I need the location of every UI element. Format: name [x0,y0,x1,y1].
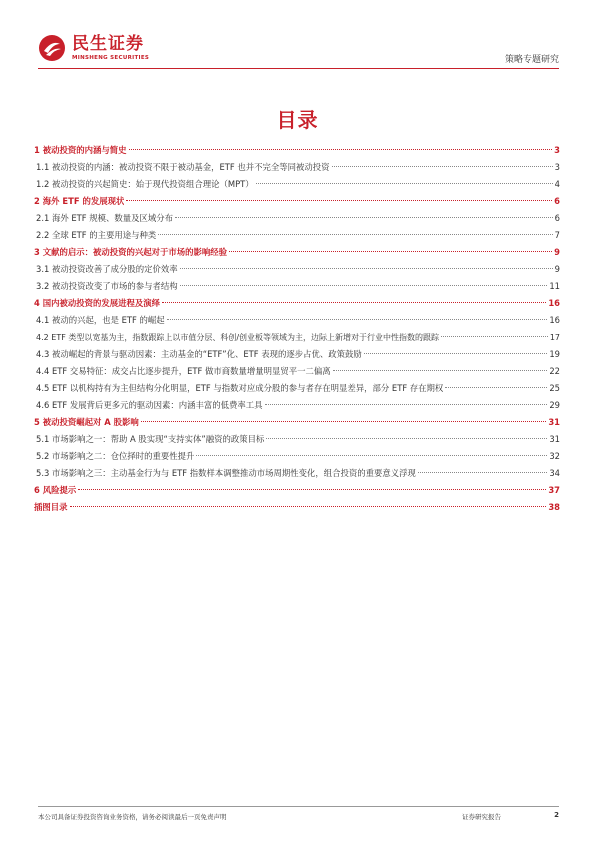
toc-entry-page: 34 [549,468,560,478]
toc-chapter-entry[interactable] [34,244,560,261]
toc-dot-leader [70,506,547,507]
toc-entry-page: 11 [549,281,560,291]
toc-entry-page: 29 [549,400,560,410]
toc-entry-title: 3 文献的启示：被动投资的兴起对于市场的影响经验 [34,247,227,257]
toc-entry-page: 37 [548,485,560,495]
toc-section-entry[interactable] [34,380,560,397]
toc-dot-leader [167,319,548,320]
toc-section-entry[interactable] [34,278,560,295]
toc-entry-title: 2 海外 ETF 的发展现状 [34,196,125,206]
toc-dot-leader [129,149,553,150]
toc-dot-leader [158,234,552,235]
toc-dot-leader [445,387,547,388]
toc-entry-title: 5.1 市场影响之一：帮助 A 股实现“支持实体”融资的政策目标 [36,434,265,444]
toc-entry-title: 1.2 被动投资的兴起简史：始于现代投资组合理论（MPT） [36,179,254,189]
report-type-label: 策略专题研究 [504,55,559,65]
toc-section-entry[interactable] [34,431,560,448]
toc-entry-title: 5.3 市场影响之三：主动基金行为与 ETF 指数样本调整推动市场周期性变化，组合投资的重要意义浮现 [36,468,416,478]
toc-entry-page: 6 [554,196,560,206]
toc-dot-leader [126,200,552,201]
toc-entry-page: 7 [554,230,560,240]
toc-entry-page: 31 [549,434,560,444]
logo-chinese-name: 民生证券 [72,33,144,54]
table-of-contents [34,142,560,516]
toc-heading: 目录 [276,108,319,132]
footer-divider [38,806,559,807]
toc-dot-leader [175,217,553,218]
toc-dot-leader [196,455,547,456]
toc-chapter-entry[interactable] [34,414,560,431]
toc-dot-leader [364,353,548,354]
toc-entry-page: 3 [554,145,560,155]
toc-chapter-entry[interactable] [34,295,560,312]
header-divider [38,68,559,69]
logo-english-name: MINSHENG SECURITIES [72,54,150,61]
toc-entry-title: 1.1 被动投资的内涵：被动投资不限于被动基金，ETF 也并不完全等同被动投资 [36,162,330,172]
toc-entry-title: 4.5 ETF 以机构持有为主但结构分化明显，ETF 与指数对应成分股的参与者存在明显差异，部分 ETF 存在期权 [36,383,444,393]
toc-dot-leader [180,268,553,269]
toc-entry-page: 31 [548,417,560,427]
toc-dot-leader [229,251,552,252]
toc-chapter-entry[interactable] [34,482,560,499]
toc-section-entry[interactable] [34,227,560,244]
toc-dot-leader [162,302,546,303]
toc-entry-page: 4 [554,179,560,189]
company-logo [38,30,149,66]
toc-entry-page: 19 [549,349,560,359]
toc-chapter-entry[interactable] [34,499,560,516]
toc-entry-title: 4 国内被动投资的发展进程及演绎 [34,298,160,308]
toc-entry-page: 25 [549,383,560,393]
page-header [38,30,559,66]
toc-entry-page: 9 [554,264,560,274]
toc-dot-leader [180,285,548,286]
toc-entry-page: 3 [554,162,560,172]
toc-chapter-entry[interactable] [34,193,560,210]
toc-chapter-entry[interactable] [34,142,560,159]
footer-report-label: 证券研究报告 [462,813,501,821]
toc-dot-leader [333,370,548,371]
toc-entry-title: 6 风险提示 [34,485,77,495]
toc-entry-title: 4.2 ETF 类型以宽基为主，指数跟踪上以市值分层、科创/创业板等领域为主，边际上新增对于行业中性指数的跟踪 [36,333,440,342]
toc-entry-title: 2.1 海外 ETF 规模、数量及区域分布 [36,213,174,223]
toc-section-entry[interactable] [34,159,560,176]
toc-dot-leader [418,472,547,473]
toc-entry-title: 5.2 市场影响之二：仓位择时的重要性提升 [36,451,195,461]
toc-section-entry[interactable] [34,176,560,193]
footer-disclaimer: 本公司具备证券投资咨询业务资格，请务必阅读最后一页免责声明 [38,813,227,821]
toc-entry-title: 4.6 ETF 发展背后更多元的驱动因素：内涵丰富的低费率工具 [36,400,263,410]
toc-section-entry[interactable] [34,346,560,363]
toc-entry-page: 9 [554,247,560,257]
toc-entry-title: 插图目录 [34,502,68,512]
toc-section-entry[interactable] [34,465,560,482]
toc-dot-leader [441,336,548,337]
toc-dot-leader [78,489,546,490]
toc-entry-page: 16 [548,298,560,308]
toc-section-entry[interactable] [34,312,560,329]
toc-dot-leader [256,183,553,184]
toc-entry-page: 32 [549,451,560,461]
toc-entry-title: 3.1 被动投资改善了成分股的定价效率 [36,264,178,274]
toc-entry-page: 16 [549,315,560,325]
toc-dot-leader [332,166,553,167]
toc-entry-page: 6 [554,213,560,223]
toc-entry-page: 17 [549,333,560,342]
toc-dot-leader [266,438,547,439]
toc-entry-title: 5 被动投资崛起对 A 股影响 [34,417,139,427]
toc-section-entry[interactable] [34,261,560,278]
toc-entry-title: 1 被动投资的内涵与简史 [34,145,127,155]
toc-entry-title: 4.1 被动的兴起，也是 ETF 的崛起 [36,315,165,325]
toc-section-entry[interactable] [34,448,560,465]
minsheng-logo-icon [38,34,66,62]
toc-section-entry[interactable] [34,363,560,380]
toc-dot-leader [265,404,548,405]
toc-dot-leader [141,421,547,422]
toc-entry-page: 38 [548,502,560,512]
toc-entry-page: 22 [549,366,560,376]
toc-entry-title: 3.2 被动投资改变了市场的参与者结构 [36,281,178,291]
toc-section-entry[interactable] [34,210,560,227]
toc-entry-title: 4.4 ETF 交易特征：成交占比逐步提升，ETF 做市商数量增量明显贸平一二偏离 [36,366,331,376]
toc-section-entry[interactable] [34,329,560,346]
toc-entry-title: 2.2 全球 ETF 的主要用途与种类 [36,230,157,240]
toc-entry-title: 4.3 被动崛起的背景与驱动因素：主动基金的“ETF”化、ETF 表现的逐步占优、政策鼓励 [36,349,362,359]
page-number: 2 [554,811,559,819]
toc-section-entry[interactable] [34,397,560,414]
